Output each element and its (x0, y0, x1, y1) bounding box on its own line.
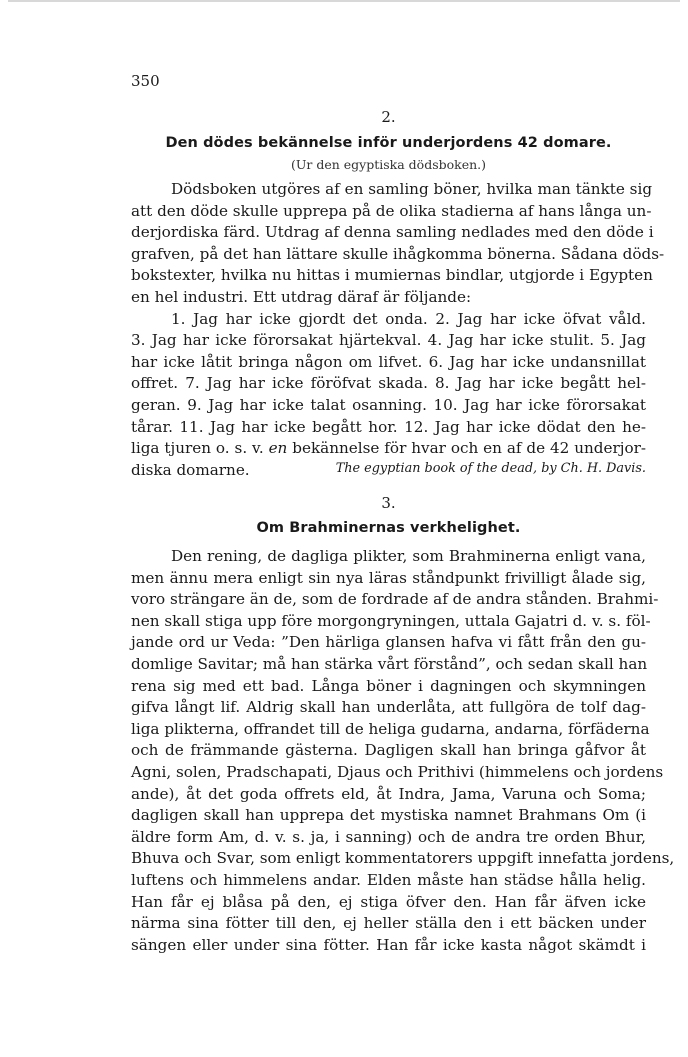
text-line: äldre form Am, d. v. s. ja, i sanning) och de andra tre orden Bhur, (131, 827, 646, 846)
text-line: luftens och himmelens andar. Elden måste han städse hålla helig. (131, 870, 646, 889)
section-3-number: 3. (381, 494, 396, 512)
text-fragment: liga tjuren o. s. v. (131, 439, 264, 458)
text-line: gifva långt lif. Aldrig skall han underlåta, att fullgöra de tolf dag- (131, 698, 646, 717)
text-line: en hel industri. Ett utdrag däraf är följande: (131, 287, 472, 306)
text-line: 3. Jag har icke förorsakat hjärtekval. 4. Jag har icke stulit. 5. Jag (131, 331, 646, 350)
text-line: 1. Jag har icke gjordt det onda. 2. Jag har icke öfvat våld. (171, 309, 646, 328)
text-line: voro strängare än de, som de fordrade af de andra stånden. Brahmi- (131, 590, 659, 609)
text-line: Agni, solen, Pradschapati, Djaus och Prithivi (himmelens och jordens (131, 762, 664, 781)
section-2-body (131, 179, 665, 481)
text-line: Bhuva och Svar, som enligt kommentatorers uppgift innefatta jordens, (131, 849, 675, 868)
section-2-citation: The egyptian book of the dead, by Ch. H. Davis. (335, 461, 646, 476)
text-line: geran. 9. Jag har icke talat osanning. 10. Jag har icke förorsakat (131, 395, 646, 414)
text-line (131, 438, 646, 460)
text-line: dagligen skall han upprepa det mystiska namnet Brahmans Om (i (131, 806, 646, 825)
section-2-number: 2. (381, 108, 396, 126)
text-line: Den rening, de dagliga plikter, som Brahminerna enligt vana, (171, 547, 646, 565)
text-line: bokstexter, hvilka nu hittas i mumiernas bindlar, utgjorde i Egypten (131, 266, 653, 285)
text-line: rena sig med ett bad. Långa böner i dagningen och skymningen (131, 676, 646, 695)
text-line: närma sina fötter till den, ej heller ställa den i ett bäcken under (131, 914, 646, 933)
text-line: ande), åt det goda offrets eld, åt Indra, Jama, Varuna och Soma; (131, 784, 646, 803)
section-3-body (131, 546, 675, 956)
text-line: grafven, på det han lättare skulle ihågkomma bönerna. Sådana döds- (131, 244, 665, 263)
emphasis-word: en (268, 439, 288, 458)
text-line: nen skall stiga upp före morgongryningen, uttala Gajatri d. v. s. föl- (131, 611, 651, 630)
text-line: har icke låtit bringa någon om lifvet. 6. Jag har icke undansnillat (131, 352, 646, 371)
text-line: tårar. 11. Jag har icke begått hor. 12. Jag har icke dödat den he- (131, 417, 646, 436)
text-line: diska domarne. (131, 460, 250, 479)
text-fragment: bekännelse för hvar och en af de 42 underjor- (292, 439, 647, 458)
section-3-heading: Om Brahminernas verkhelighet. (256, 520, 521, 536)
text-line: derjordiska färd. Utdrag af denna samling nedlades med den döde i (131, 223, 654, 242)
text-line: Dödsboken utgöres af en samling böner, hvilka man tänkte sig (171, 180, 653, 198)
text-line: och de främmande gästerna. Dagligen skall han bringa gåfvor åt (131, 741, 646, 760)
text-line: Han får ej blåsa på den, ej stiga öfver den. Han får äfven icke (131, 892, 646, 911)
text-line: offret. 7. Jag har icke föröfvat skada. 8. Jag har icke begått hel- (131, 374, 646, 393)
text-line: sängen eller under sina fötter. Han får icke kasta något skämdt i (131, 935, 646, 954)
text-line: liga plikterna, offrandet till de heliga gudarna, andarna, förfäderna (131, 719, 650, 738)
scan-top-edge (8, 0, 680, 2)
text-line: men ännu mera enligt sin nya läras ståndpunkt frivilligt ålade sig, (131, 568, 646, 587)
text-line: att den döde skulle upprepa på de olika stadierna af hans långa un- (131, 201, 652, 220)
text-line: domlige Savitar; må han stärka vårt förstånd”, och sedan skall han (131, 654, 648, 673)
section-2-heading: Den dödes bekännelse inför underjordens 42 domare. (165, 135, 612, 151)
page-number: 350 (131, 72, 160, 90)
section-2-subtitle: (Ur den egyptiska dödsboken.) (290, 157, 487, 172)
text-line: jande ord ur Veda: ”Den härliga glansen hafva vi fått från den gu- (131, 633, 646, 652)
